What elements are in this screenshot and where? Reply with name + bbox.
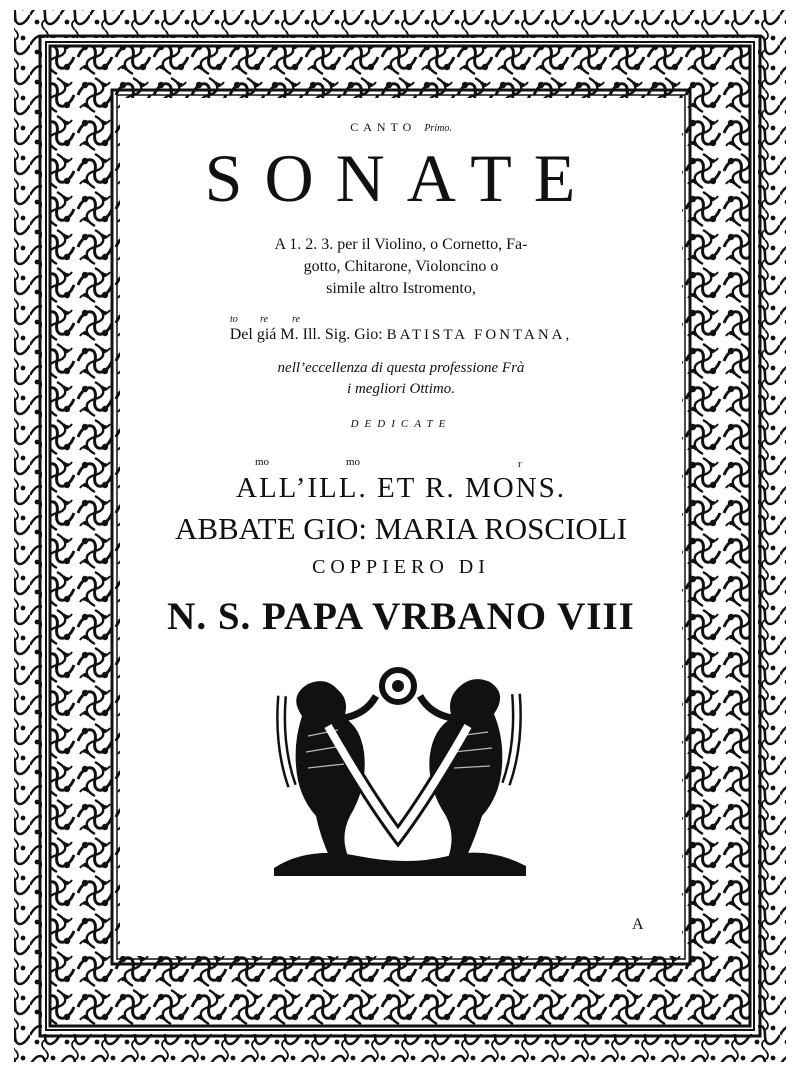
- author-superscript-3: re: [292, 314, 300, 325]
- main-title: SONATE: [204, 140, 598, 216]
- subtitle-line-3: simile altro Istromento,: [326, 280, 476, 297]
- author-superscript-1: to: [230, 314, 238, 325]
- praise-line-1: nell’eccellenza di questa professione Frà: [277, 360, 525, 376]
- canto-heading: [120, 120, 682, 135]
- dedicatee-line-4: N. S. PAPA VRBANO VIII: [167, 595, 635, 638]
- canto-small-label: Primo.: [424, 123, 452, 134]
- author-superscript-2: re: [260, 314, 268, 325]
- dedicatee-line-3: COPPIERO DI: [312, 556, 490, 578]
- title-panel: [120, 98, 682, 956]
- author-name: BATISTA FONTANA,: [386, 327, 573, 343]
- heraldic-emblem-illustration: [268, 656, 530, 876]
- dedicatee-superscript-1: mo: [255, 456, 270, 468]
- dedicatee-line-2: ABBATE GIO: MARIA ROSCIOLI: [174, 511, 628, 546]
- canto-label: CANTO: [350, 120, 417, 134]
- dedicatee-superscript-2: mo: [346, 456, 361, 468]
- dedicate-heading: DEDICATE: [350, 418, 452, 430]
- praise-line-2: i megliori Ottimo.: [347, 381, 455, 397]
- author-prefix: Del giá M. Ill. Sig. Gio:: [229, 326, 383, 343]
- subtitle-line-1: A 1. 2. 3. per il Violino, o Cornetto, Fa-: [274, 236, 528, 253]
- subtitle-line-2: gotto, Chitarone, Violoncino o: [303, 258, 499, 275]
- signature-mark: A: [632, 916, 644, 933]
- dedicatee-line-1: ALL’ILL. ET R. MONS.: [236, 472, 566, 504]
- author-line: [120, 326, 682, 344]
- dedicatee-superscript-3: r: [518, 458, 522, 470]
